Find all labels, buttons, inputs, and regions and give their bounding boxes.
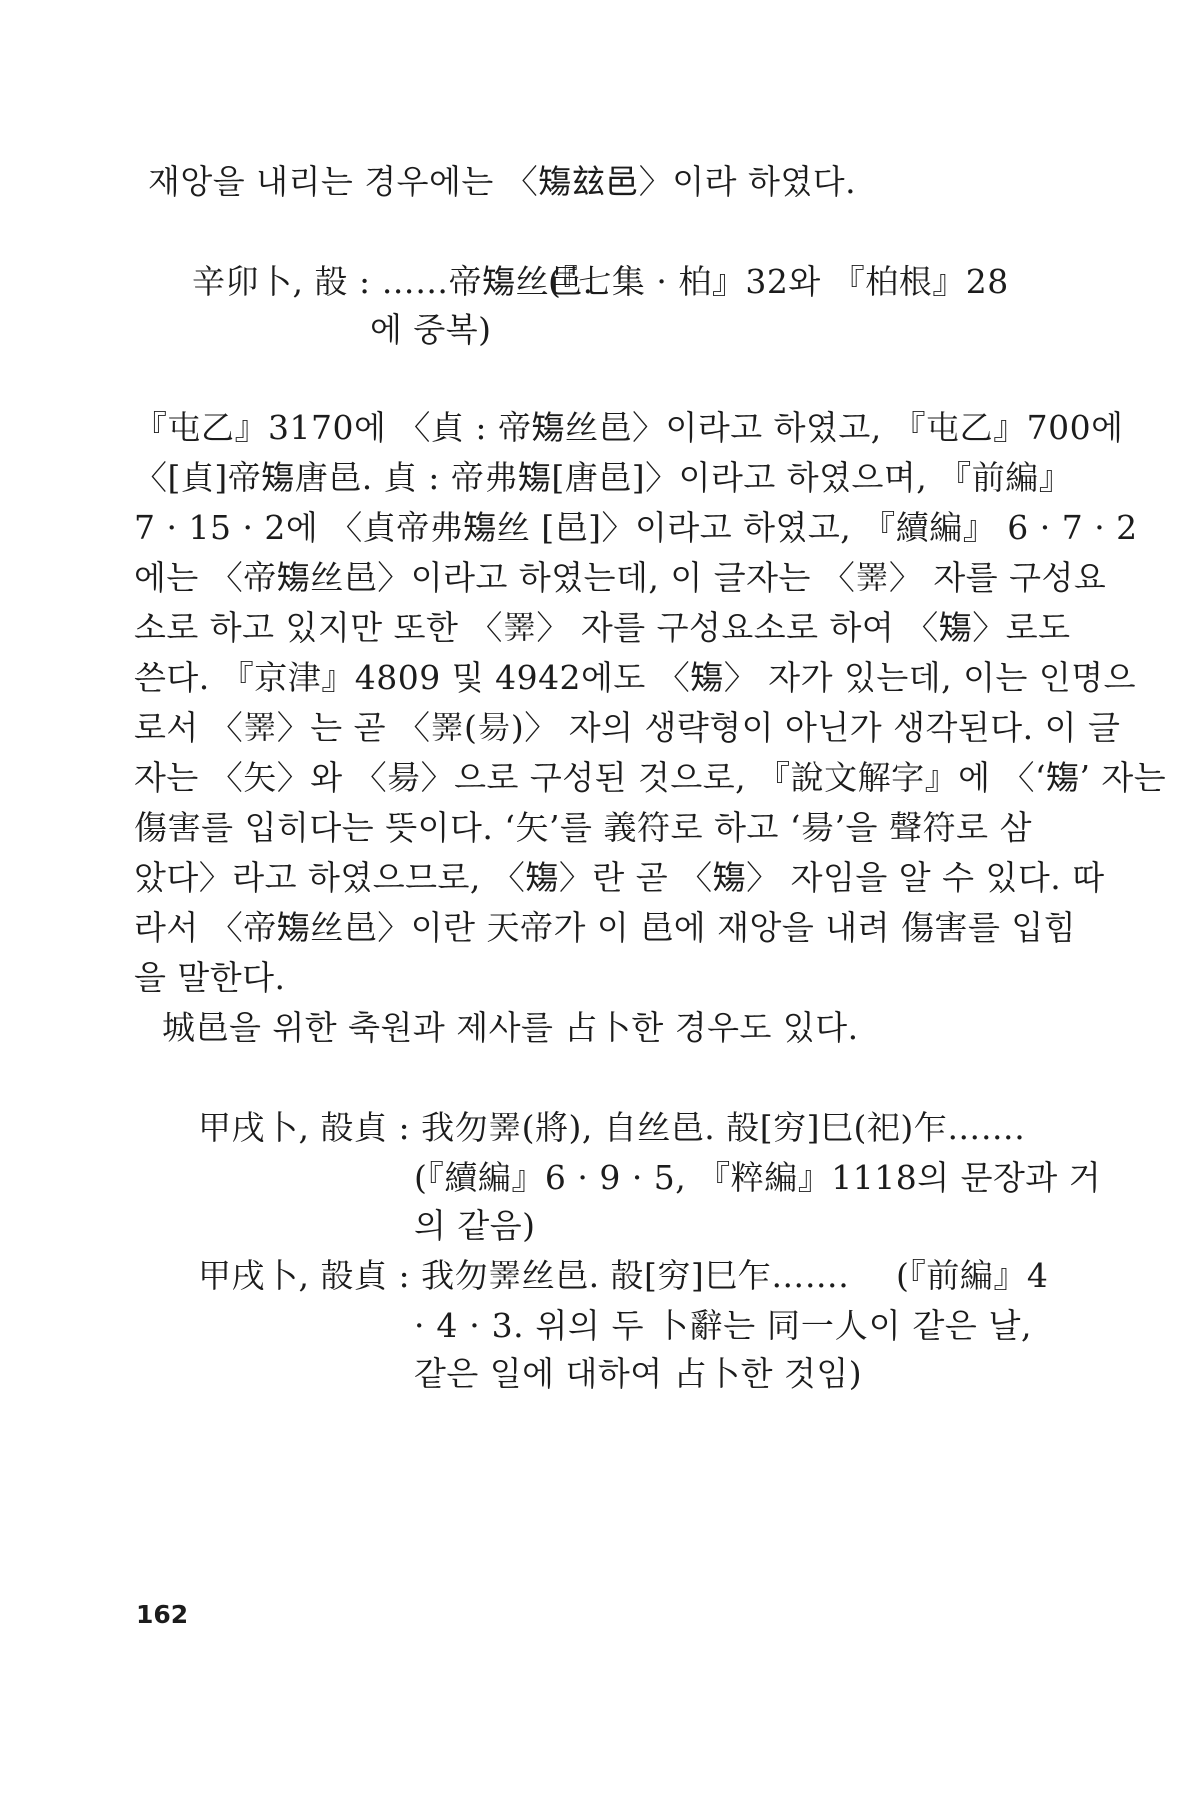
quote3-line1-right: (『前編』4 [896, 1256, 1049, 1295]
paragraph-line: 에는 〈帝𥏻丝邑〉이라고 하였는데, 이 글자는 〈𢍰〉 자를 구성요 [134, 558, 1107, 597]
quote2-line2: (『續編』6 · 9 · 5, 『粹編』1118의 문장과 거 [414, 1158, 1102, 1197]
paragraph-line: 傷害를 입히다는 뜻이다. ‘矢’를 義符로 하고 ‘昜’을 聲符로 삼 [134, 808, 1032, 847]
intro-line: 재앙을 내리는 경우에는 〈𥏻玆邑〉이라 하였다. [148, 162, 857, 201]
paragraph-line: 소로 하고 있지만 또한 〈𢍰〉 자를 구성요소로 하여 〈𥏻〉로도 [134, 608, 1071, 647]
paragraph-line: 『屯乙』3170에 〈貞 : 帝𥏻丝邑〉이라고 하였고, 『屯乙』700에 [134, 408, 1124, 447]
quote1-line1-right: (『七集 · 柏』32와 『柏根』28 [548, 262, 1009, 301]
paragraph-line: 쓴다. 『京津』4809 및 4942에도 〈𥏻〉 자가 있는데, 이는 인명으 [134, 658, 1137, 697]
paragraph-line: 라서 〈帝𥏻丝邑〉이란 天帝가 이 邑에 재앙을 내려 傷害를 입힘 [134, 908, 1077, 947]
quote3-line3: 같은 일에 대하여 占卜한 것임) [414, 1354, 863, 1393]
paragraph-line: 을 말한다. [134, 958, 286, 997]
quote2-line1: 甲戌卜, 㱿貞 : 我勿𢍰(將), 自丝邑. 㱿[穷]巳(祀)乍……. [198, 1108, 1026, 1147]
paragraph-line: 〈[貞]帝𥏻唐邑. 貞 : 帝弗𥏻[唐邑]〉이라고 하였으며, 『前編』 [134, 458, 1073, 497]
paragraph-line: 로서 〈𢍰〉는 곧 〈𢍰(昜)〉 자의 생략형이 아닌가 생각된다. 이 글 [134, 708, 1121, 747]
quote1-line2: 에 중복) [370, 310, 492, 349]
paragraph-line: 자는 〈矢〉와 〈昜〉으로 구성된 것으로, 『說文解字』에 〈‘𥏻’ 자는 [134, 758, 1167, 797]
quote3-line2: · 4 · 3. 위의 두 卜辭는 同一人이 같은 날, [414, 1306, 1032, 1345]
quote1-line1-left: 辛卯卜, 㱿 : ……帝𥏻丝邑. [192, 262, 594, 301]
quote3-line1-left: 甲戌卜, 㱿貞 : 我勿𢍰丝邑. 㱿[穷]巳乍……. [198, 1256, 850, 1295]
paragraph-line: 았다〉라고 하였으므로, 〈𥏻〉란 곧 〈𥏻〉 자임을 알 수 있다. 따 [134, 858, 1105, 897]
quote2-line3: 의 같음) [414, 1206, 536, 1245]
page-number: 162 [136, 1600, 189, 1629]
city-sacrifice-line: 城邑을 위한 축원과 제사를 占卜한 경우도 있다. [162, 1008, 859, 1047]
paragraph-line: 7 · 15 · 2에 〈貞帝弗𥏻丝 [邑]〉이라고 하였고, 『續編』 6 · 7 · 2 [134, 508, 1138, 547]
